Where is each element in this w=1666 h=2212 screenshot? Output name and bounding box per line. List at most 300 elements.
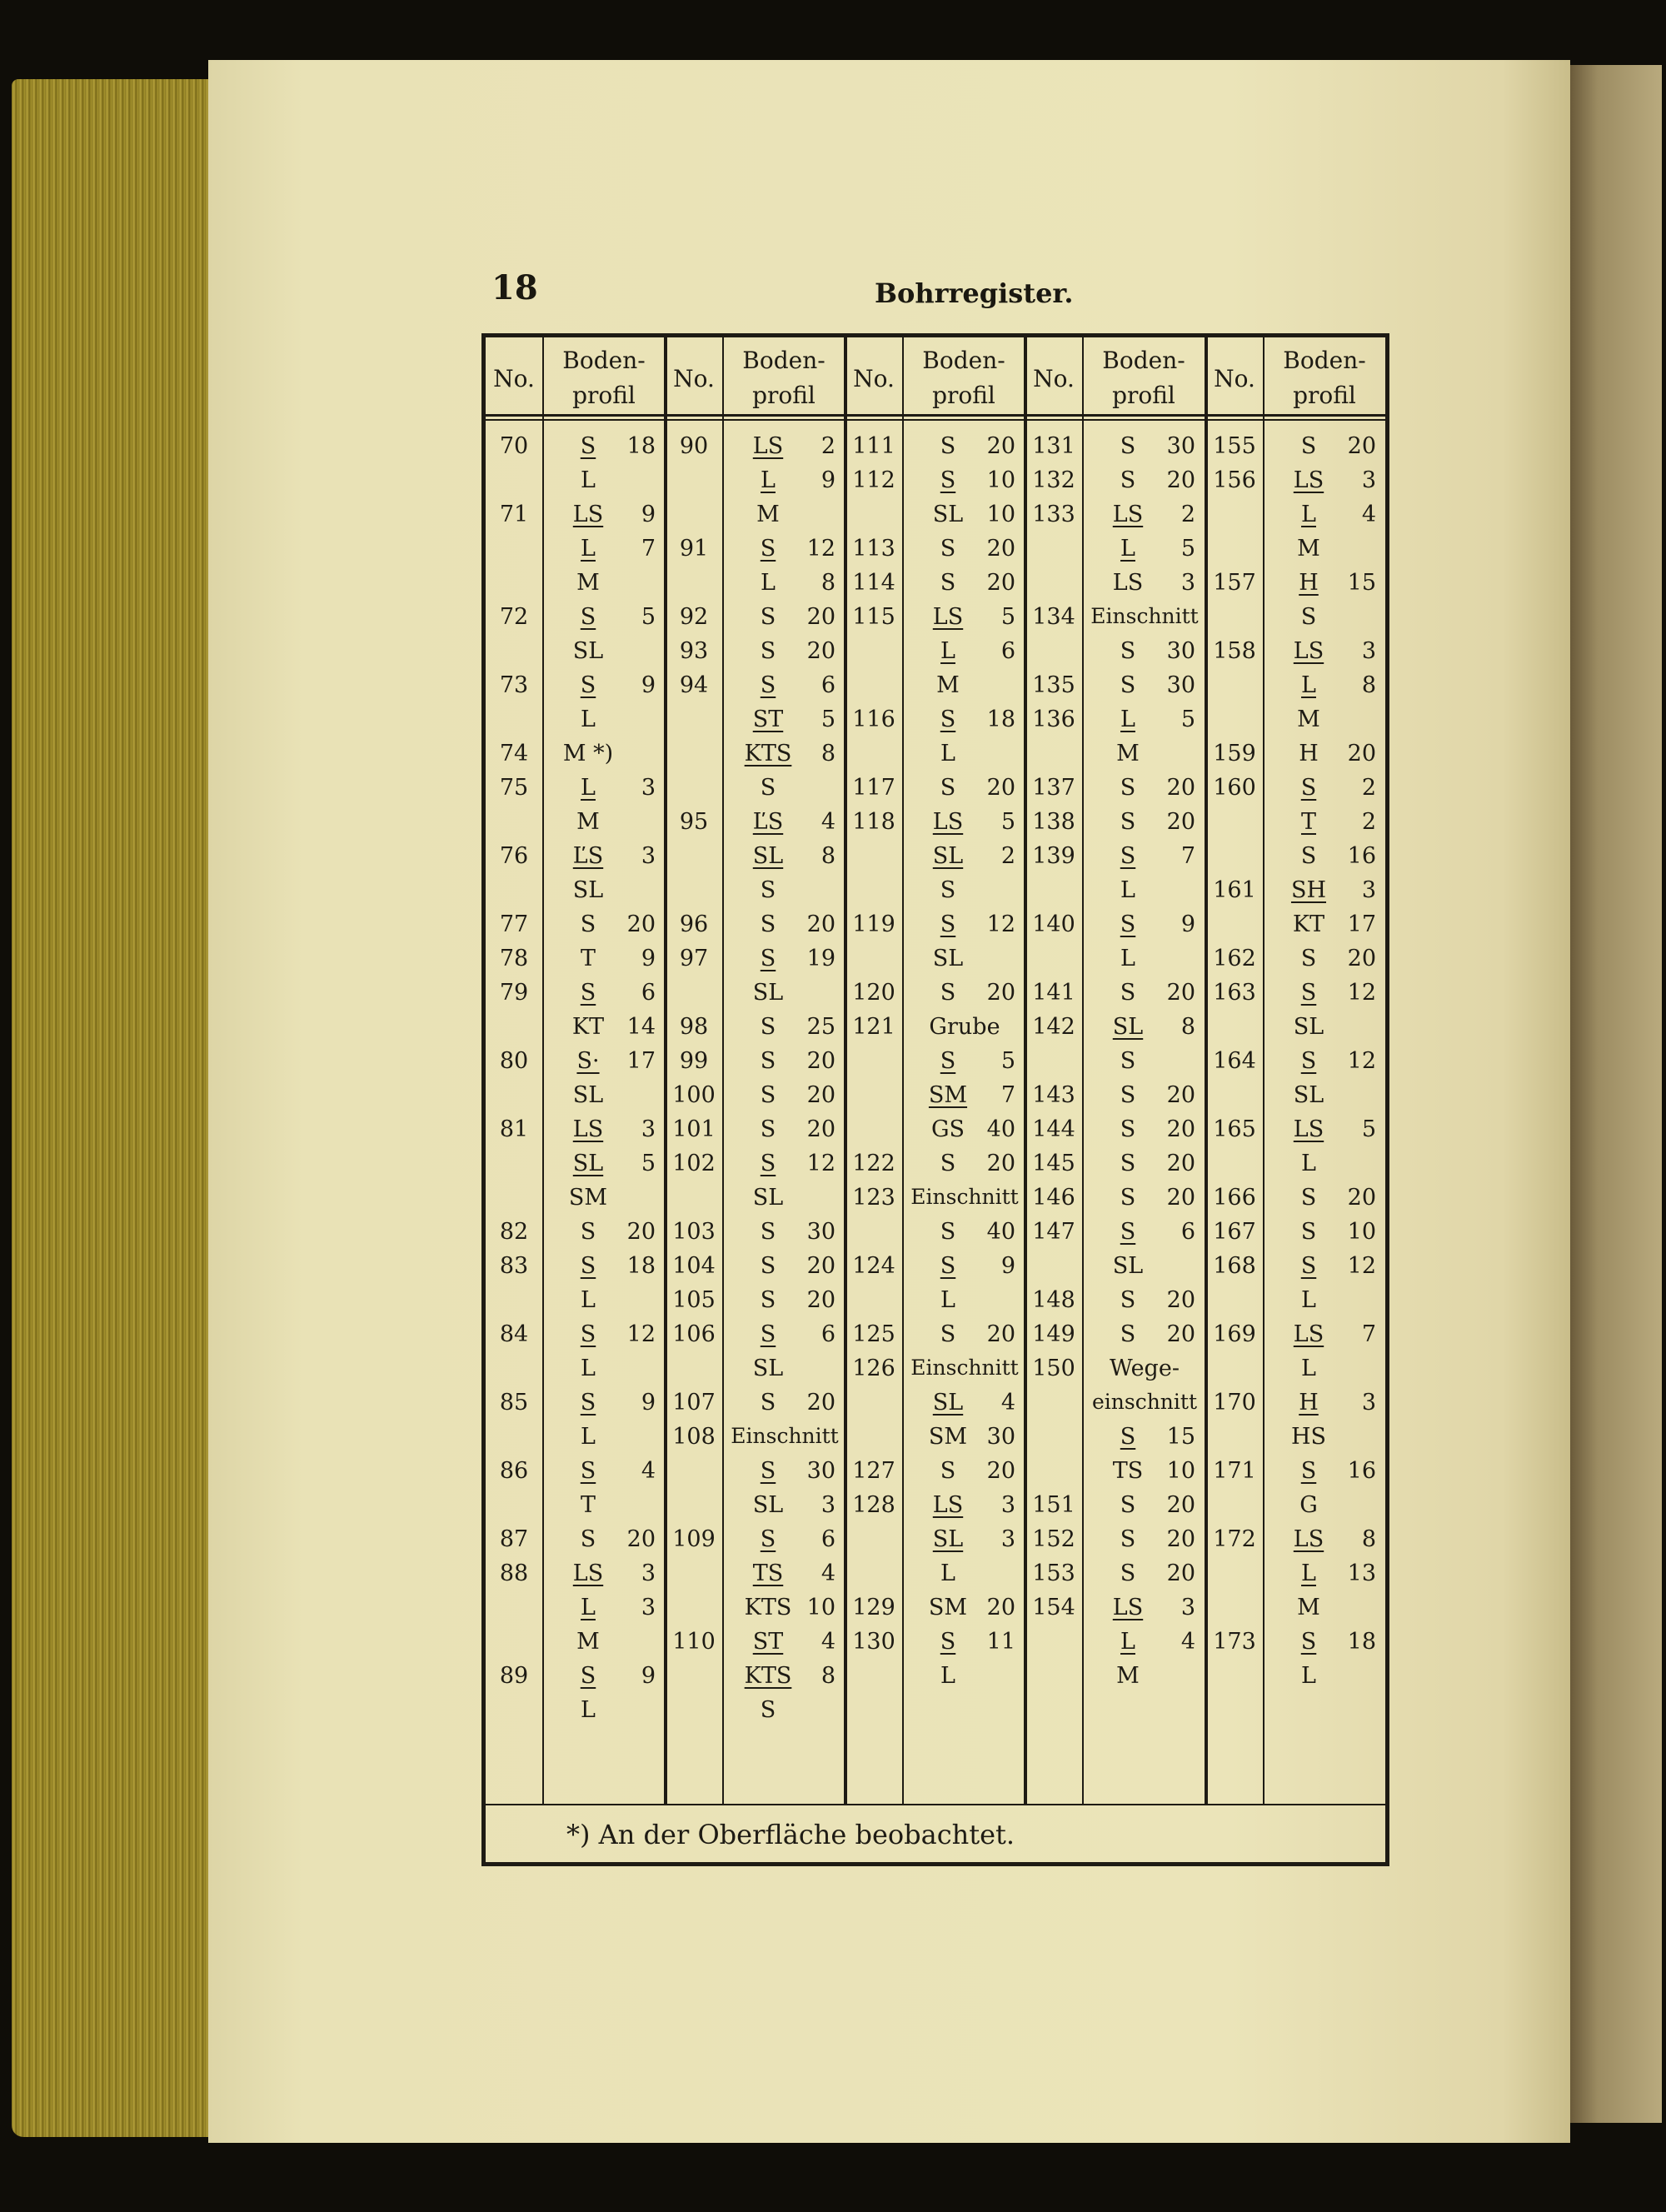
bodenprofil-line (907, 1014, 1020, 1047)
soil-symbol: M (1297, 536, 1320, 562)
soil-symbol: S (1120, 1526, 1136, 1552)
depth-value: 30 (806, 1219, 835, 1245)
bohrung-number (845, 1595, 902, 1628)
bohrung-number (666, 672, 722, 706)
depth-value: 20 (1166, 809, 1195, 835)
bohrung-number-text: 82 (499, 1219, 529, 1245)
depth-value: 20 (1166, 775, 1195, 801)
bodenprofil-line (547, 1116, 661, 1150)
soil-symbol: L (581, 1287, 596, 1313)
depth-value: 20 (1347, 433, 1376, 459)
bodenprofil-line (907, 843, 1020, 876)
bohrung-number (486, 911, 542, 945)
bohrung-number (486, 1048, 542, 1081)
soil-symbol: LS (572, 1560, 604, 1586)
soil-symbol: TS (1112, 1458, 1144, 1484)
depth-value: 20 (1347, 1185, 1376, 1211)
soil-symbol: S (580, 1390, 596, 1416)
bodenprofil-line (1268, 1082, 1381, 1116)
soil-symbol: LS (1293, 1526, 1324, 1552)
bohrung-number-text: 157 (1213, 570, 1256, 596)
depth-value: 12 (986, 911, 1015, 937)
soil-symbol: L (1301, 1560, 1316, 1586)
bodenprofil-line (1268, 1287, 1381, 1321)
bodenprofil-line (727, 1151, 840, 1184)
bohrung-number-text: 91 (679, 536, 709, 562)
soil-symbol: S (580, 1526, 596, 1552)
bodenprofil-line (907, 1185, 1020, 1218)
soil-symbol: S (940, 877, 956, 903)
soil-symbol: L (581, 707, 596, 732)
depth-value: 15 (1347, 570, 1376, 596)
depth-value: 30 (1166, 638, 1195, 664)
bohrung-number-text: 95 (679, 809, 709, 835)
soil-symbol: S (940, 1458, 956, 1484)
bohrung-number (666, 911, 722, 945)
bodenprofil-line (1087, 1629, 1200, 1662)
depth-value: 19 (806, 946, 835, 971)
bodenprofil-line (727, 638, 840, 672)
bohrung-number (845, 1151, 902, 1184)
bohrung-number-text: 170 (1213, 1390, 1256, 1416)
soil-symbol: S (760, 911, 776, 937)
bodenprofil-line (727, 672, 840, 706)
bohrung-number (666, 1014, 722, 1047)
bodenprofil-line (547, 741, 661, 774)
soil-symbol: L (1301, 672, 1316, 698)
bohrung-number (1206, 570, 1263, 603)
soil-symbol: GS (930, 1116, 965, 1142)
soil-symbol: S (1300, 433, 1317, 459)
soil-symbol: S (940, 1048, 956, 1074)
header-bodenprofil-line: profil (1293, 382, 1356, 409)
bodenprofil-line (1087, 1595, 1200, 1628)
depth-value: 20 (1347, 741, 1376, 766)
soil-symbol: L (581, 1697, 596, 1723)
depth-value: 3 (641, 1116, 656, 1142)
bohrung-number (1206, 1526, 1263, 1560)
depth-value: 3 (821, 1492, 835, 1518)
bodenprofil-line (547, 1458, 661, 1491)
bodenprofil-line (547, 604, 661, 637)
bodenprofil-line (1087, 741, 1200, 774)
bohrung-number (486, 433, 542, 467)
soil-symbol: L (1120, 946, 1135, 971)
soil-symbol: S (760, 1219, 776, 1245)
soil-symbol: ĽS (572, 843, 604, 869)
depth-value: 7 (1180, 843, 1195, 869)
bodenprofil-line (1087, 433, 1200, 467)
bohrung-number-text: 80 (499, 1048, 529, 1074)
header-bodenprofil-line: Boden- (1283, 347, 1366, 374)
bohrung-number (1206, 741, 1263, 774)
bohrung-number-text: 126 (852, 1356, 895, 1381)
bohrung-number (1025, 1185, 1082, 1218)
bohrung-number (1025, 775, 1082, 808)
bodenprofil-line (547, 911, 661, 945)
soil-symbol: L (1120, 536, 1135, 562)
soil-symbol: S (580, 604, 596, 630)
depth-value: 20 (986, 775, 1015, 801)
bohrung-number (486, 843, 542, 876)
bodenprofil-line (547, 1663, 661, 1696)
soil-symbol: LS (932, 809, 964, 835)
soil-symbol: SL (752, 843, 784, 869)
bodenprofil-line (907, 1321, 1020, 1355)
bohrung-number (1025, 433, 1082, 467)
bodenprofil-line (1087, 1492, 1200, 1525)
soil-symbol: L (761, 467, 776, 493)
depth-value: 8 (821, 843, 835, 869)
bohrung-number (486, 980, 542, 1013)
bodenprofil-line (547, 1356, 661, 1389)
soil-symbol: M (756, 502, 780, 527)
soil-symbol: S (1300, 946, 1317, 971)
soil-symbol: KT (571, 1014, 605, 1040)
bodenprofil-line (1268, 1356, 1381, 1389)
bohrung-number (845, 433, 902, 467)
bodenprofil-line (727, 433, 840, 467)
soil-symbol: S (940, 1629, 956, 1655)
soil-symbol: L (581, 1595, 596, 1620)
depth-value: 15 (1166, 1424, 1195, 1450)
bohrung-number (486, 1253, 542, 1286)
bohrung-number (1025, 1082, 1082, 1116)
soil-symbol: L (940, 1663, 955, 1689)
bohrung-number-text: 124 (852, 1253, 895, 1279)
bohrung-number-text: 71 (499, 502, 529, 527)
bohrung-number (486, 1219, 542, 1252)
depth-value: 20 (986, 433, 1015, 459)
bohrung-number-text: 140 (1032, 911, 1075, 937)
bodenprofil-line (547, 1390, 661, 1423)
bodenprofil-line (1268, 1014, 1381, 1047)
bohrung-number (845, 707, 902, 740)
bodenprofil-line (1268, 707, 1381, 740)
bodenprofil-line (547, 775, 661, 808)
depth-value: 18 (1347, 1629, 1376, 1655)
bodenprofil-line (1268, 672, 1381, 706)
depth-value: 3 (1361, 638, 1376, 664)
bodenprofil-line (907, 980, 1020, 1013)
profil-note: Einschnitt (731, 1424, 839, 1448)
bohrung-number (1025, 980, 1082, 1013)
bohrung-number (666, 946, 722, 979)
depth-value: 30 (1166, 433, 1195, 459)
bohrung-number-text: 109 (672, 1526, 716, 1552)
soil-symbol: S (760, 672, 776, 698)
bohrung-number-text: 97 (679, 946, 709, 971)
bohrung-number (1206, 980, 1263, 1013)
soil-symbol: L (1120, 1629, 1135, 1655)
depth-value: 6 (1180, 1219, 1195, 1245)
depth-value: 13 (1347, 1560, 1376, 1586)
soil-symbol: S (1300, 1253, 1317, 1279)
bodenprofil-line (547, 1253, 661, 1286)
depth-value: 20 (1166, 1321, 1195, 1347)
bodenprofil-line (1268, 775, 1381, 808)
header-no: No. (673, 365, 715, 392)
depth-value: 9 (641, 502, 656, 527)
depth-value: 20 (986, 1458, 1015, 1484)
depth-value: 14 (626, 1014, 656, 1040)
bohrung-number-text: 94 (679, 672, 709, 698)
soil-symbol: S (1120, 433, 1136, 459)
bohrung-number-text: 167 (1213, 1219, 1256, 1245)
soil-symbol: S (580, 1321, 596, 1347)
soil-symbol: L (581, 1356, 596, 1381)
bohrung-number-text: 129 (852, 1595, 895, 1620)
bohrung-number-text: 135 (1032, 672, 1075, 698)
bodenprofil-line (727, 1595, 840, 1628)
soil-symbol: LS (1293, 1116, 1324, 1142)
soil-symbol: KT (1292, 911, 1325, 937)
depth-value: 20 (986, 1595, 1015, 1620)
bohrung-number (486, 1458, 542, 1491)
bohrung-number-text: 142 (1032, 1014, 1075, 1040)
bodenprofil-line (1087, 980, 1200, 1013)
soil-symbol: SL (932, 843, 964, 869)
soil-symbol: S (1120, 1151, 1136, 1176)
bohrung-number-text: 122 (852, 1151, 895, 1176)
bohrung-number (486, 1390, 542, 1423)
depth-value: 8 (821, 1663, 835, 1689)
bohrung-number (486, 741, 542, 774)
soil-symbol: S· (576, 1048, 600, 1074)
soil-symbol: S (1120, 1219, 1136, 1245)
bodenprofil-line (1087, 1151, 1200, 1184)
bodenprofil-line (547, 946, 661, 979)
bohrung-number (1206, 1458, 1263, 1491)
bohrung-number (845, 775, 902, 808)
soil-symbol: M (576, 809, 600, 835)
bodenprofil-line (907, 707, 1020, 740)
depth-value: 20 (1166, 1526, 1195, 1552)
soil-symbol: SL (932, 1390, 964, 1416)
bohrung-number (845, 1321, 902, 1355)
bohrung-number (666, 1424, 722, 1457)
bohrung-number-text: 166 (1213, 1185, 1256, 1211)
bohrung-number (1025, 1014, 1082, 1047)
bohrung-number (845, 570, 902, 603)
bohrung-number-text: 73 (499, 672, 529, 698)
soil-symbol: L (581, 775, 596, 801)
soil-symbol: S (1300, 775, 1317, 801)
depth-value: 40 (986, 1116, 1015, 1142)
soil-symbol: SL (932, 1526, 964, 1552)
soil-symbol: SL (572, 1082, 604, 1108)
depth-value: 7 (1000, 1082, 1015, 1108)
bodenprofil-line (907, 741, 1020, 774)
depth-value: 5 (1000, 809, 1015, 835)
bodenprofil-line (907, 775, 1020, 808)
depth-value: 2 (1361, 809, 1376, 835)
bohrung-number-text: 156 (1213, 467, 1256, 493)
bohrung-number-text: 117 (852, 775, 895, 801)
bodenprofil-line (907, 1492, 1020, 1525)
soil-symbol: S (760, 1458, 776, 1484)
soil-symbol: H (1299, 1390, 1319, 1416)
soil-symbol: S (1120, 638, 1136, 664)
soil-symbol: H (1299, 741, 1319, 766)
depth-value: 16 (1347, 843, 1376, 869)
depth-value: 20 (1166, 980, 1195, 1006)
soil-symbol: SL (752, 980, 784, 1006)
bodenprofil-line (907, 1253, 1020, 1286)
bohrung-number-text: 108 (672, 1424, 716, 1450)
soil-symbol: S (940, 707, 956, 732)
bohrung-number (666, 1082, 722, 1116)
bodenprofil-line (907, 1560, 1020, 1594)
bodenprofil-line (1268, 433, 1381, 467)
depth-value: 20 (1347, 946, 1376, 971)
depth-value: 18 (626, 1253, 656, 1279)
soil-symbol: LS (932, 604, 964, 630)
soil-symbol: S (760, 946, 776, 971)
bodenprofil-line (1268, 1048, 1381, 1081)
bodenprofil-line (727, 1492, 840, 1525)
bodenprofil-line (1268, 911, 1381, 945)
soil-symbol: G (1299, 1492, 1318, 1518)
depth-value: 20 (1166, 467, 1195, 493)
bodenprofil-line (1087, 707, 1200, 740)
soil-symbol: S (1120, 1287, 1136, 1313)
soil-symbol: S (940, 570, 956, 596)
bodenprofil-line (727, 1697, 840, 1730)
bohrung-number-text: 110 (672, 1629, 716, 1655)
soil-symbol: ST (752, 707, 784, 732)
bohrung-number (666, 1321, 722, 1355)
soil-symbol: LS (1293, 1321, 1324, 1347)
bohrung-number-text: 120 (852, 980, 895, 1006)
depth-value: 20 (1166, 1287, 1195, 1313)
column-rule (1082, 337, 1084, 1804)
soil-symbol: S (760, 1253, 776, 1279)
bodenprofil-line (547, 1526, 661, 1560)
soil-symbol: L (1301, 1663, 1316, 1689)
soil-symbol: S (760, 877, 776, 903)
bodenprofil-line (547, 433, 661, 467)
bohrung-number-text: 106 (672, 1321, 716, 1347)
bodenprofil-line (1268, 1526, 1381, 1560)
bodenprofil-line (547, 1560, 661, 1594)
bodenprofil-line (727, 536, 840, 569)
bohrung-number-text: 96 (679, 911, 709, 937)
depth-value: 20 (626, 1219, 656, 1245)
bodenprofil-line (547, 1424, 661, 1457)
bohrung-number (1025, 843, 1082, 876)
bohrung-number-text: 72 (499, 604, 529, 630)
profil-note: Wege- (1110, 1356, 1180, 1381)
bodenprofil-line (1087, 775, 1200, 808)
bodenprofil-line (1087, 1082, 1200, 1116)
soil-symbol: S (580, 1253, 596, 1279)
bohrung-number-text: 76 (499, 843, 529, 869)
bohrung-number-text: 99 (679, 1048, 709, 1074)
bohrung-number (666, 638, 722, 672)
bohrung-number-text: 161 (1213, 877, 1256, 903)
bodenprofil-line (1268, 467, 1381, 501)
soil-symbol: S (1300, 1048, 1317, 1074)
depth-value: 9 (1000, 1253, 1015, 1279)
depth-value: 20 (986, 570, 1015, 596)
bohrung-number-text: 158 (1213, 638, 1256, 664)
soil-symbol: S (760, 1116, 776, 1142)
bohrung-number (1025, 604, 1082, 637)
depth-value: 17 (1347, 911, 1376, 937)
soil-symbol: S (940, 911, 956, 937)
running-title: Bohrregister. (875, 277, 1074, 309)
depth-value: 4 (1361, 502, 1376, 527)
bohrung-number-text: 93 (679, 638, 709, 664)
depth-value: 9 (641, 1390, 656, 1416)
soil-symbol: SM (928, 1595, 968, 1620)
column-rule (722, 337, 724, 1804)
header-bodenprofil-line: Boden- (742, 347, 826, 374)
bohrung-number (666, 433, 722, 467)
soil-symbol: S (940, 1151, 956, 1176)
bodenprofil-line (1268, 604, 1381, 637)
soil-symbol: SM (568, 1185, 608, 1211)
soil-symbol: S (1120, 467, 1136, 493)
bohrung-number-text: 111 (852, 433, 895, 459)
soil-symbol: S (1300, 1458, 1317, 1484)
soil-symbol: SL (752, 1356, 784, 1381)
bodenprofil-line (1268, 1151, 1381, 1184)
depth-value: 5 (1361, 1116, 1376, 1142)
bodenprofil-line (547, 536, 661, 569)
bodenprofil-line (727, 1321, 840, 1355)
depth-value: 12 (626, 1321, 656, 1347)
profil-note: Einschnitt (1090, 604, 1199, 628)
bohrung-number (486, 604, 542, 637)
soil-symbol: M (1116, 1663, 1140, 1689)
soil-symbol: S (940, 775, 956, 801)
depth-value: 30 (986, 1424, 1015, 1450)
bodenprofil-line (547, 1321, 661, 1355)
soil-symbol: SL (1112, 1253, 1144, 1279)
header-bodenprofil-line: Boden- (922, 347, 1005, 374)
soil-symbol: S (1120, 1048, 1136, 1074)
depth-value: 20 (626, 911, 656, 937)
bodenprofil-line (547, 1595, 661, 1628)
bodenprofil-line (1087, 1560, 1200, 1594)
soil-symbol: LS (1293, 638, 1324, 664)
depth-value: 6 (641, 980, 656, 1006)
bodenprofil-line (1087, 1321, 1200, 1355)
bodenprofil-line (1268, 1492, 1381, 1525)
bohrung-number-text: 151 (1032, 1492, 1075, 1518)
bodenprofil-line (547, 707, 661, 740)
header-no: No. (1214, 365, 1255, 392)
bohrung-number (1025, 1560, 1082, 1594)
bohrung-number (666, 1629, 722, 1662)
header-no: No. (493, 365, 535, 392)
bohrung-number (1025, 502, 1082, 535)
bodenprofil-line (547, 1185, 661, 1218)
bohrung-number-text: 133 (1032, 502, 1075, 527)
bodenprofil-line (727, 1185, 840, 1218)
bohrung-number (1025, 1219, 1082, 1252)
bodenprofil-line (1087, 911, 1200, 945)
bohrung-number-text: 153 (1032, 1560, 1075, 1586)
depth-value: 3 (1361, 1390, 1376, 1416)
soil-symbol: T (580, 1492, 596, 1518)
depth-value: 6 (1000, 638, 1015, 664)
bodenprofil-line (907, 1526, 1020, 1560)
depth-value: 17 (626, 1048, 656, 1074)
bohrung-number-text: 154 (1032, 1595, 1075, 1620)
